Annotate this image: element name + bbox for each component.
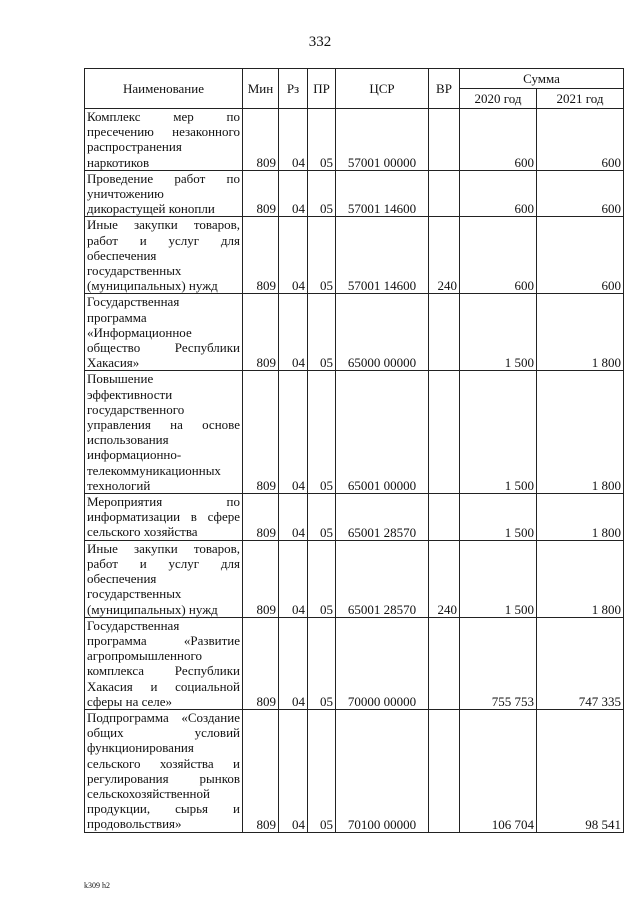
row-min: 809 [243,371,279,494]
row-rz: 04 [279,170,308,217]
row-vr [429,709,460,832]
row-name: Государственная программа «Развитие агропромышленного комплекса Республики Хакасия и социальной сферы на селе» [85,617,243,709]
row-vr [429,170,460,217]
row-2020: 600 [460,109,537,171]
row-2021: 1 800 [537,294,624,371]
table-row [85,540,624,617]
row-name: Комплекс мер по пресечению незаконного распространения наркотиков [85,109,243,171]
header-pr: ПР [308,69,336,109]
row-rz: 04 [279,371,308,494]
table-row [85,170,624,217]
table-row [85,109,624,171]
row-2020: 755 753 [460,617,537,709]
row-pr: 05 [308,617,336,709]
row-min: 809 [243,294,279,371]
row-vr [429,371,460,494]
row-csr: 57001 00000 [336,109,429,171]
row-csr: 70100 00000 [336,709,429,832]
row-vr: 240 [429,217,460,294]
row-2021: 98 541 [537,709,624,832]
row-csr: 65001 28570 [336,494,429,541]
row-rz: 04 [279,217,308,294]
row-2021: 600 [537,170,624,217]
row-csr: 57001 14600 [336,217,429,294]
footer-code: k309 h2 [84,881,110,890]
header-csr: ЦСР [336,69,429,109]
row-name: Повышение эффективности государственного управления на основе использования информационно-телекоммуникационных технологий [85,371,243,494]
row-2020: 1 500 [460,371,537,494]
row-rz: 04 [279,494,308,541]
header-2021: 2021 год [537,89,624,109]
row-csr: 70000 00000 [336,617,429,709]
row-2021: 1 800 [537,494,624,541]
row-csr: 65001 00000 [336,371,429,494]
row-pr: 05 [308,540,336,617]
row-2020: 600 [460,217,537,294]
row-rz: 04 [279,540,308,617]
row-min: 809 [243,540,279,617]
row-rz: 04 [279,109,308,171]
row-rz: 04 [279,709,308,832]
row-vr: 240 [429,540,460,617]
row-pr: 05 [308,170,336,217]
row-name: Мероприятия по информатизации в сфере сельского хозяйства [85,494,243,541]
row-min: 809 [243,617,279,709]
row-name: Государственная программа «Информационное общество Республики Хакасия» [85,294,243,371]
row-2020: 1 500 [460,540,537,617]
row-csr: 65001 28570 [336,540,429,617]
row-min: 809 [243,709,279,832]
table-row [85,371,624,494]
row-pr: 05 [308,294,336,371]
row-pr: 05 [308,494,336,541]
row-vr [429,617,460,709]
row-min: 809 [243,494,279,541]
row-2021: 600 [537,109,624,171]
row-vr [429,494,460,541]
row-pr: 05 [308,217,336,294]
header-vr: ВР [429,69,460,109]
row-2021: 747 335 [537,617,624,709]
row-2021: 600 [537,217,624,294]
page-number: 332 [308,34,332,50]
header-sum: Сумма [460,69,624,89]
header-rz: Рз [279,69,308,109]
row-min: 809 [243,109,279,171]
table-row [85,617,624,709]
row-vr [429,294,460,371]
row-2020: 106 704 [460,709,537,832]
header-name: Наименование [85,69,243,109]
table-row [85,294,624,371]
row-2020: 1 500 [460,294,537,371]
row-min: 809 [243,217,279,294]
budget-table [84,68,624,833]
table-row [85,217,624,294]
row-2021: 1 800 [537,371,624,494]
row-min: 809 [243,170,279,217]
row-name: Подпрограмма «Создание общих условий функционирования сельского хозяйства и регулирования рынков сельскохозяйственной продукции, сырья и продовольствия» [85,709,243,832]
row-name: Проведение работ по уничтожению дикорастущей конопли [85,170,243,217]
row-csr: 65000 00000 [336,294,429,371]
row-name: Иные закупки товаров, работ и услуг для обеспечения государственных (муниципальных) нужд [85,217,243,294]
row-csr: 57001 14600 [336,170,429,217]
row-2020: 1 500 [460,494,537,541]
row-name: Иные закупки товаров, работ и услуг для обеспечения государственных (муниципальных) нужд [85,540,243,617]
table-row [85,709,624,832]
row-vr [429,109,460,171]
header-min: Мин [243,69,279,109]
row-rz: 04 [279,294,308,371]
row-rz: 04 [279,617,308,709]
row-pr: 05 [308,109,336,171]
row-pr: 05 [308,371,336,494]
header-2020: 2020 год [460,89,537,109]
table-row [85,494,624,541]
row-2021: 1 800 [537,540,624,617]
row-pr: 05 [308,709,336,832]
row-2020: 600 [460,170,537,217]
